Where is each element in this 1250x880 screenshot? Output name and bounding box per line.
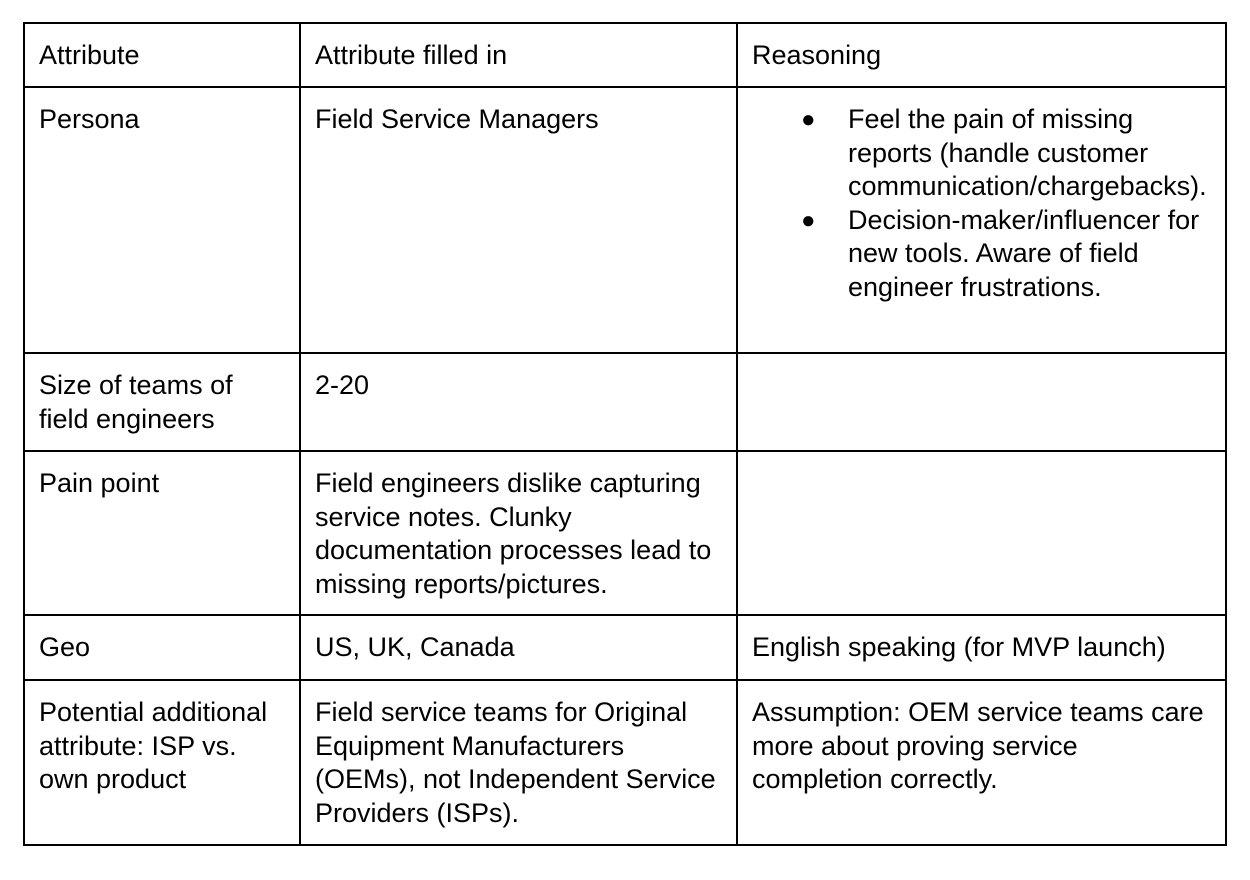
- reasoning-bullet-item: [752, 103, 1211, 204]
- header-cell-attribute: Attribute: [24, 23, 300, 87]
- cell-filled-in: Field Service Managers: [300, 87, 737, 353]
- cell-attribute: Persona: [24, 87, 300, 353]
- table-row-geo: [24, 615, 1226, 680]
- cell-reasoning: [737, 87, 1226, 353]
- reasoning-bullet-list: [752, 103, 1211, 304]
- cell-filled-in: Field engineers dislike capturing service notes. Clunky documentation processes lead to missing reports/pictures.: [300, 451, 737, 615]
- reasoning-bullet-item: [752, 204, 1211, 305]
- cell-reasoning: [737, 451, 1226, 615]
- table-row-pain-point: [24, 451, 1226, 615]
- cell-filled-in: 2-20: [300, 353, 737, 451]
- bullet-icon: ●: [801, 206, 816, 234]
- table-row-persona: [24, 87, 1226, 353]
- cell-attribute: Potential additional attribute: ISP vs. own product: [24, 680, 300, 845]
- attribute-table: [23, 22, 1227, 846]
- bullet-icon: ●: [801, 106, 816, 133]
- cell-reasoning: English speaking (for MVP launch): [737, 615, 1226, 680]
- cell-filled-in: Field service teams for Original Equipment Manufacturers (OEMs), not Independent Service Providers (ISPs).: [300, 680, 737, 845]
- cell-attribute: Geo: [24, 615, 300, 680]
- cell-attribute: Pain point: [24, 451, 300, 615]
- cell-reasoning: Assumption: OEM service teams care more about proving service completion correctly.: [737, 680, 1226, 845]
- reasoning-bullet-text: Decision-maker/influencer for new tools. Aware of field engineer frustrations.: [848, 204, 1200, 302]
- header-cell-attribute-filled-in: Attribute filled in: [300, 23, 737, 87]
- table-row-team-size: [24, 353, 1226, 451]
- reasoning-bullet-text: Feel the pain of missing reports (handle customer communication/chargebacks).: [848, 104, 1207, 201]
- header-cell-reasoning: Reasoning: [737, 23, 1226, 87]
- cell-filled-in: US, UK, Canada: [300, 615, 737, 680]
- table-row-isp-vs-own-product: [24, 680, 1226, 845]
- table-header-row: [24, 23, 1226, 87]
- cell-attribute: Size of teams of field engineers: [24, 353, 300, 451]
- cell-reasoning: [737, 353, 1226, 451]
